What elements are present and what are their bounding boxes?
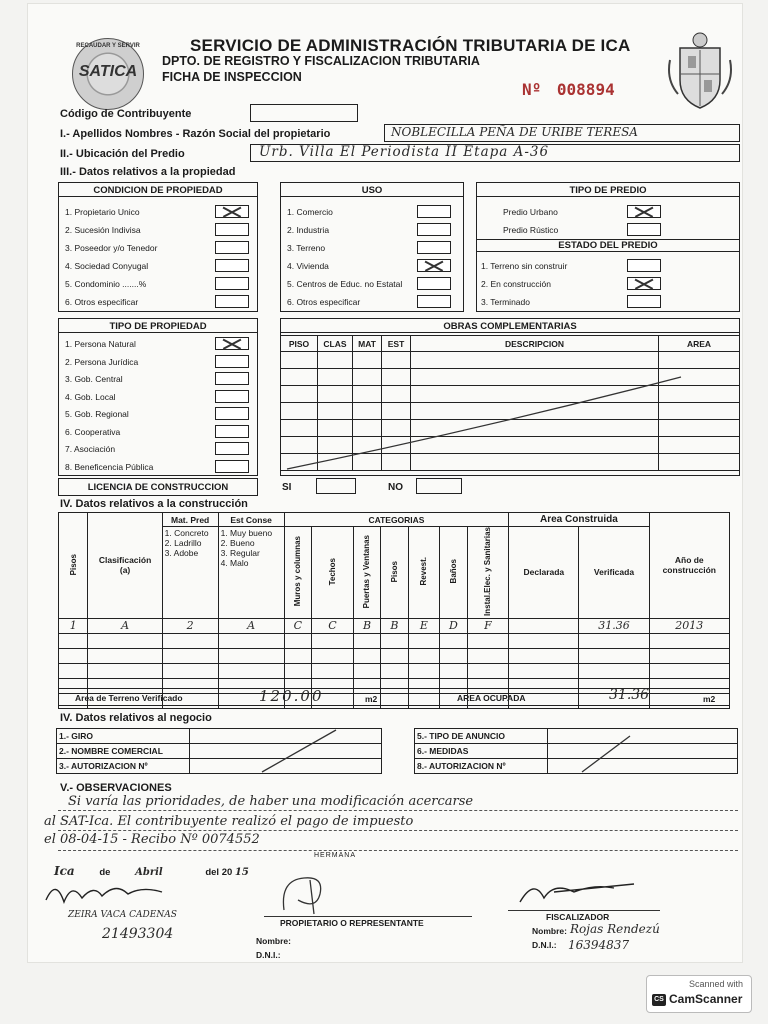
tipo-propiedad-checkbox[interactable] <box>215 372 249 385</box>
construccion-cell[interactable] <box>218 633 284 648</box>
uso-checkbox[interactable] <box>417 295 451 308</box>
tipo-propiedad-option-label: 5. Gob. Regional <box>65 409 129 419</box>
negocio-right-label: 8.- AUTORIZACION Nº <box>415 759 548 774</box>
fisc-dni-value: 16394837 <box>568 938 630 952</box>
obras-h-piso: PISO <box>281 336 318 352</box>
h-mat: Mat. Pred <box>162 513 218 527</box>
obs-line-2: al SAT-Ica. El contribuyente realizó el pago de impuesto <box>44 814 414 829</box>
negocio-right-label: 5.- TIPO DE ANUNCIO <box>415 729 548 744</box>
coat-of-arms-icon <box>666 30 734 112</box>
ubicacion-value: Urb. Villa El Periodista II Etapa A-36 <box>259 144 550 160</box>
h-clasificacion-sub: (a) <box>119 565 131 576</box>
construccion-cell[interactable] <box>284 663 311 678</box>
h-clasificacion <box>88 513 162 619</box>
de-label: de <box>99 867 111 878</box>
negocio-strike-left <box>256 726 346 776</box>
observaciones-label: V.- OBSERVACIONES <box>60 782 172 794</box>
predio-checkbox[interactable] <box>627 223 661 236</box>
construccion-cell[interactable] <box>440 648 467 663</box>
fiscalizador-signature <box>514 874 644 910</box>
condicion-checkbox[interactable] <box>215 223 249 236</box>
construccion-cell[interactable] <box>59 648 88 663</box>
watermark-line2: CamScanner <box>669 992 743 1006</box>
construccion-cell[interactable] <box>649 663 729 678</box>
construccion-cell[interactable]: D <box>440 618 467 633</box>
construccion-row <box>59 618 730 633</box>
number-value: 008894 <box>556 80 615 99</box>
constr-header-row-1 <box>59 513 730 527</box>
uso-checkbox[interactable] <box>417 259 451 272</box>
tipo-propiedad-option-label: 6. Cooperativa <box>65 426 121 437</box>
construccion-cell[interactable] <box>162 633 218 648</box>
construccion-cell[interactable]: A <box>218 618 284 633</box>
construccion-cell[interactable] <box>579 633 649 648</box>
obs-line-3: el 08-04-15 - Recibo Nº 0074552 <box>44 832 260 847</box>
condicion-option-label: 2. Sucesión Indivisa <box>65 225 141 235</box>
h-declarada: Declarada <box>509 527 579 619</box>
estado-title: ESTADO DEL PREDIO <box>477 239 739 252</box>
construccion-cell[interactable] <box>509 663 579 678</box>
construccion-cell[interactable] <box>353 633 380 648</box>
h-est: Est Conse <box>218 513 284 527</box>
construccion-cell[interactable] <box>218 648 284 663</box>
fisc-nombre-value: Rojas Rendezú <box>570 922 660 936</box>
condicion-checkbox[interactable] <box>215 259 249 272</box>
left-signer-name: ZEIRA VACA CADENAS <box>68 910 177 920</box>
obs-line-1: Si varía las prioridades, de haber una modificación acercarse <box>68 794 474 809</box>
construccion-cell[interactable] <box>509 618 579 633</box>
tipo-propiedad-option-label: 1. Persona Natural <box>65 339 136 349</box>
fisc-nombre-label: Nombre: <box>532 926 567 936</box>
construccion-cell[interactable] <box>467 648 509 663</box>
tipo-propiedad-option-label: 3. Gob. Central <box>65 374 123 384</box>
mat-option: 1. Concreto <box>164 528 209 538</box>
tipo-propiedad-checkbox[interactable] <box>215 460 249 473</box>
est-option: 3. Regular <box>220 548 260 558</box>
uso-option-label: 1. Comercio <box>287 207 333 217</box>
negocio-left-label: 3.- AUTORIZACION Nº <box>57 759 190 774</box>
cat-banos: Baños <box>440 527 467 619</box>
estado-option-label: 2. En construcción <box>481 279 551 289</box>
construccion-cell[interactable]: F <box>467 618 509 633</box>
construccion-cell[interactable]: 31.36 <box>579 618 649 633</box>
uso-box <box>280 182 464 312</box>
tipo-propiedad-option-label: 7. Asociación <box>65 444 116 454</box>
condicion-option-label: 6. Otros especificar <box>65 297 139 307</box>
predio-checkbox[interactable] <box>627 205 661 218</box>
cat-instal: Instal.Elec. y Sanitarias <box>467 527 509 619</box>
construccion-cell[interactable] <box>284 648 311 663</box>
uso-checkbox[interactable] <box>417 241 451 254</box>
camscanner-watermark <box>646 975 752 1013</box>
condicion-option-label: 5. Condominio .......% <box>65 279 147 289</box>
tipo-propiedad-checkbox[interactable] <box>215 425 249 438</box>
construccion-cell[interactable]: 1 <box>59 618 88 633</box>
watermark-line1: Scanned with <box>688 979 743 989</box>
left-signature <box>42 876 192 912</box>
construccion-row <box>59 663 730 678</box>
condicion-option-label: 4. Sociedad Conyugal <box>65 261 149 271</box>
obras-h-desc: DESCRIPCION <box>411 336 659 352</box>
negocio-label: IV. Datos relativos al negocio <box>60 712 212 724</box>
tipo-propiedad-checkbox[interactable] <box>215 355 249 368</box>
org-title: SERVICIO DE ADMINISTRACIÓN TRIBUTARIA DE ICA <box>190 36 631 55</box>
uso-checkbox[interactable] <box>417 205 451 218</box>
construccion-cell[interactable] <box>162 663 218 678</box>
uso-option-label: 5. Centros de Educ. no Estatal <box>287 279 403 289</box>
satica-logo <box>72 38 144 110</box>
licencia-no-box[interactable] <box>416 478 462 494</box>
tipo-propiedad-option-label: 2. Persona Jurídica <box>65 356 139 367</box>
si-label: SI <box>282 482 292 493</box>
area-ocupada-value: 31.36 <box>609 687 650 703</box>
construccion-row <box>59 648 730 663</box>
uso-option-label: 4. Vivienda <box>287 261 329 271</box>
tipo-propiedad-box <box>58 318 258 476</box>
construccion-cell[interactable]: B <box>353 618 380 633</box>
number-label: Nº <box>522 80 542 99</box>
anio-value: 15 <box>234 867 249 878</box>
construccion-cell[interactable]: E <box>408 618 440 633</box>
cat-muros: Muros y columnas <box>284 527 311 619</box>
construccion-cell[interactable] <box>509 633 579 648</box>
construccion-cell[interactable] <box>467 633 509 648</box>
construccion-cell[interactable] <box>440 663 467 678</box>
obras-h-mat: MAT <box>353 336 382 352</box>
construccion-cell[interactable]: B <box>381 618 408 633</box>
construccion-cell[interactable] <box>88 663 162 678</box>
mat-options <box>162 527 218 619</box>
obras-box <box>280 318 740 476</box>
owner-dni-label: D.N.I.: <box>256 950 281 960</box>
cat-revest: Revest. <box>408 527 440 619</box>
construccion-cell[interactable] <box>509 648 579 663</box>
propietario-label: PROPIETARIO O REPRESENTANTE <box>280 918 424 928</box>
est-option: 2. Bueno <box>220 538 255 548</box>
construccion-cell[interactable] <box>381 648 408 663</box>
condicion-checkbox[interactable] <box>215 277 249 290</box>
mes-value: Abril <box>135 867 163 878</box>
area-terreno-unit: m2 <box>365 694 378 704</box>
est-option: 1. Muy bueno <box>220 528 273 538</box>
predio-option-label: Predio Urbano <box>503 207 558 217</box>
predio-option-label: Predio Rústico <box>503 225 559 235</box>
obras-strike-line <box>281 349 741 475</box>
del-label: del 20 <box>205 867 233 878</box>
construccion-cell[interactable] <box>440 633 467 648</box>
ubicacion-field[interactable] <box>250 144 740 162</box>
tipo-propiedad-checkbox[interactable] <box>215 442 249 455</box>
apellidos-field[interactable] <box>384 124 740 142</box>
area-ocupada-label: AREA OCUPADA <box>457 693 526 703</box>
construccion-cell[interactable] <box>408 633 440 648</box>
licencia-si-box[interactable] <box>316 478 356 494</box>
estado-checkbox[interactable] <box>627 295 661 308</box>
logo-ring-text: RECAUDAR Y SERVIR <box>76 43 140 49</box>
left-signer-dni: 21493304 <box>102 926 174 942</box>
tipo-propiedad-title: TIPO DE PROPIEDAD <box>59 321 257 333</box>
uso-option-label: 3. Terreno <box>287 243 326 253</box>
obras-h-area: AREA <box>659 336 740 352</box>
datos-propiedad-label: III.- Datos relativos a la propiedad <box>60 166 236 178</box>
form-number <box>522 80 615 99</box>
area-terreno-value: 120.00 <box>259 687 324 705</box>
construccion-cell[interactable]: C <box>312 618 354 633</box>
construccion-cell[interactable] <box>353 663 380 678</box>
tipo-predio-title: TIPO DE PREDIO <box>477 185 739 197</box>
h-categorias: CATEGORIAS <box>284 513 509 527</box>
uso-checkbox[interactable] <box>417 223 451 236</box>
construccion-cell[interactable] <box>284 633 311 648</box>
licencia-box <box>58 478 258 496</box>
construccion-cell[interactable] <box>88 633 162 648</box>
uso-checkbox[interactable] <box>417 277 451 290</box>
estado-option-label: 3. Terminado <box>481 297 530 307</box>
area-terreno-row <box>58 688 730 706</box>
cat-techos: Techos <box>312 527 354 619</box>
estado-checkbox[interactable] <box>627 277 661 290</box>
condicion-checkbox[interactable] <box>215 295 249 308</box>
tipo-propiedad-checkbox[interactable] <box>215 337 249 350</box>
form-name: FICHA DE INSPECCION <box>162 70 302 84</box>
estado-checkbox[interactable] <box>627 259 661 272</box>
estado-option-label: 1. Terreno sin construir <box>481 261 568 271</box>
construccion-cell[interactable]: A <box>88 618 162 633</box>
obs-note: HERMANA <box>314 852 357 859</box>
tipo-propiedad-option-label: 4. Gob. Local <box>65 391 116 402</box>
h-clasificacion-text: Clasificación <box>98 555 152 566</box>
construccion-cell[interactable] <box>88 648 162 663</box>
ubicacion-label: II.- Ubicación del Predio <box>60 148 185 160</box>
construccion-cell[interactable] <box>408 648 440 663</box>
construccion-cell[interactable]: C <box>284 618 311 633</box>
fisc-dni-label: D.N.I.: <box>532 940 557 950</box>
mat-option: 2. Ladrillo <box>164 538 202 548</box>
construccion-cell[interactable]: 2 <box>162 618 218 633</box>
construccion-cell[interactable] <box>649 633 729 648</box>
condicion-option-label: 1. Propietario Unico <box>65 207 140 217</box>
codigo-label: Código de Contribuyente <box>60 108 192 120</box>
no-label: NO <box>388 482 403 493</box>
construccion-table <box>58 512 730 709</box>
construccion-cell[interactable] <box>59 663 88 678</box>
area-terreno-label: Area de Terreno Verificado <box>75 693 183 703</box>
h-area-construida: Area Construida <box>509 513 649 527</box>
construccion-cell[interactable] <box>579 648 649 663</box>
uso-option-label: 2. Industria <box>287 225 330 235</box>
tipo-propiedad-option-label: 8. Beneficencia Pública <box>65 461 154 472</box>
condicion-title: CONDICION DE PROPIEDAD <box>59 185 257 197</box>
owner-nombre-label: Nombre: <box>256 936 291 946</box>
cat-pisos: Pisos <box>381 527 408 619</box>
fiscalizador-label: FISCALIZADOR <box>546 912 610 922</box>
inspection-form-sheet <box>28 4 742 962</box>
tipo-propiedad-checkbox[interactable] <box>215 390 249 403</box>
construccion-cell[interactable]: 2013 <box>649 618 729 633</box>
apellidos-value: NOBLECILLA PEÑA DE URIBE TERESA <box>391 125 638 139</box>
lugar-value: Ica <box>54 864 75 878</box>
h-pisos: Pisos <box>59 513 88 619</box>
construccion-cell[interactable] <box>467 663 509 678</box>
tipo-predio-box <box>476 182 740 312</box>
uso-option-label: 6. Otros especificar <box>287 297 361 307</box>
mat-option: 3. Adobe <box>164 548 199 558</box>
tipo-propiedad-checkbox[interactable] <box>215 407 249 420</box>
camscanner-icon: CS <box>652 994 666 1006</box>
obras-h-est: EST <box>382 336 411 352</box>
negocio-right-label: 6.- MEDIDAS <box>415 744 548 759</box>
construccion-cell[interactable] <box>649 648 729 663</box>
construccion-cell[interactable] <box>312 633 354 648</box>
construccion-cell[interactable] <box>218 663 284 678</box>
est-options <box>218 527 284 619</box>
owner-signature <box>274 870 354 918</box>
construccion-cell[interactable] <box>353 648 380 663</box>
area-ocupada-unit: m2 <box>703 694 716 704</box>
condicion-checkbox[interactable] <box>215 241 249 254</box>
codigo-field[interactable] <box>250 104 358 122</box>
obras-title: OBRAS COMPLEMENTARIAS <box>281 321 739 333</box>
construccion-cell[interactable] <box>59 633 88 648</box>
construccion-row <box>59 633 730 648</box>
dept-title: DPTO. DE REGISTRO Y FISCALIZACION TRIBUTARIA <box>162 54 480 68</box>
negocio-left-label: 1.- GIRO <box>57 729 190 744</box>
obras-h-clas: CLAS <box>318 336 353 352</box>
negocio-strike-right <box>576 730 636 776</box>
apellidos-label: I.- Apellidos Nombres - Razón Social del propietario <box>60 128 331 140</box>
logo-text: SATICA <box>78 63 138 80</box>
est-option: 4. Malo <box>220 558 249 568</box>
construccion-cell[interactable] <box>381 633 408 648</box>
h-verificada: Verificada <box>579 527 649 619</box>
licencia-label: LICENCIA DE CONSTRUCCION <box>87 482 229 493</box>
condicion-checkbox[interactable] <box>215 205 249 218</box>
uso-title: USO <box>281 185 463 197</box>
construccion-cell[interactable] <box>381 663 408 678</box>
condicion-box <box>58 182 258 312</box>
construccion-cell[interactable] <box>579 663 649 678</box>
h-anio: Año de construcción <box>649 513 729 619</box>
construccion-cell[interactable] <box>162 648 218 663</box>
construccion-label: IV. Datos relativos a la construcción <box>60 498 248 510</box>
cat-puertas: Puertas y Ventanas <box>353 527 380 619</box>
construccion-cell[interactable] <box>312 648 354 663</box>
condicion-option-label: 3. Poseedor y/o Tenedor <box>65 243 158 253</box>
negocio-left-label: 2.- NOMBRE COMERCIAL <box>57 744 190 759</box>
construccion-cell[interactable] <box>312 663 354 678</box>
construccion-cell[interactable] <box>408 663 440 678</box>
